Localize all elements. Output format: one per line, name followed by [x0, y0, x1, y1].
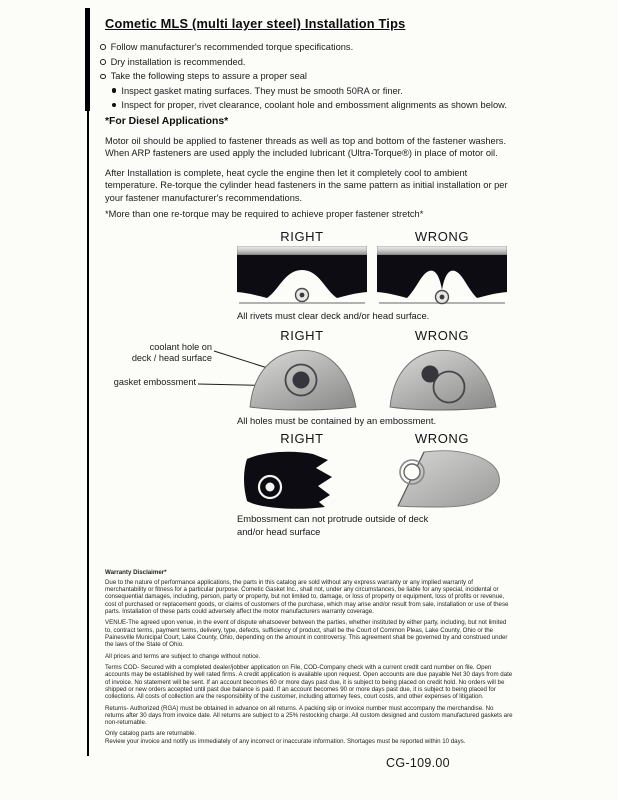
page-title: Cometic MLS (multi layer steel) Installation Tips [105, 16, 406, 31]
diesel-heading: *For Diesel Applications* [105, 116, 229, 127]
coolant-hole [422, 366, 439, 383]
wrong-label: WRONG [414, 431, 470, 446]
legal-paragraph: Due to the nature of performance applications, the parts in this catalog are sold without any express warranty or any implied warranty of merchantability or fitness for a particular purpose. Cometic Gasket Inc., shall not, under any circumstances, be liable for any special, incidental or consequential damages, including, person, party or property, but not limited to, damage, or loss of property or equipment, loss of profits or revenue, cost of purchased or replacement goods, or claims of customers of the purchase, which may arise and/or result from sale, installation or use of these parts. Installation of these parts could adversely affect the motor manufacturers warranty coverage. [105, 579, 509, 615]
list-item [100, 70, 530, 82]
legal-paragraph: Terms COD- Secured with a completed dealer/jobber application on File, COD-Company check with a current credit card number on file. Open accounts may be established by well rated firms. A credit application is available upon request. Open accounts are due payable Net 30 days from date of invoice. No statement will be sent. If an account becomes 60 or more days past due, it is subject to being placed on credit hold. No orders will be shipped or new orders accepted until past due balance is paid. If an account becomes 90 or more days past due, it is subject to being placed for collections. All costs of collection are the responsibility of the customer, including attorney fees, court costs, and other expenses of litigation. [105, 664, 513, 700]
open-bullet-marker [100, 59, 106, 65]
row2-caption: All holes must be contained by an embossment. [237, 415, 437, 426]
legal-paragraph: Returns- Authorized (RGA) must be obtained in advance on all returns. A packing slip or invoice number must accompany the merchandise. No returns after 30 days from invoice date. All returns are subject to a 25% restocking charge. All custom designed and custom manufactured gaskets are non-returnable. [105, 704, 513, 726]
coolant-hole [293, 372, 310, 389]
deck-band [237, 246, 367, 255]
diagram-rivet-wrong [377, 246, 507, 308]
diagram-hole-right [237, 344, 367, 412]
bullet-text: Dry installation is recommended. [110, 56, 246, 67]
legal-heading: Warranty Disclaimer* [105, 569, 167, 576]
diagram-embossment-right [237, 447, 367, 511]
diagram-embossment-wrong [377, 447, 507, 511]
page-code: CG-109.00 [386, 756, 450, 770]
row1-caption: All rivets must clear deck and/or head surface. [237, 310, 430, 321]
warranty-disclaimer-block [105, 569, 513, 745]
filled-bullet-marker [112, 88, 116, 92]
wrong-label: WRONG [414, 328, 470, 343]
list-item [100, 56, 530, 68]
legal-closing [105, 730, 513, 744]
rivet-center [440, 295, 445, 300]
wrong-label: WRONG [414, 229, 470, 244]
bullet-text: Take the following steps to assure a proper seal [110, 71, 307, 82]
legal-paragraph: All prices and terms are subject to change without notice. [105, 652, 261, 660]
list-item [112, 85, 530, 97]
tips-list [100, 41, 530, 114]
diagram-rivet-right [237, 246, 367, 308]
list-item [100, 41, 530, 53]
retorque-note: *More than one re-torque may be required to achieve proper fastener stretch* [105, 209, 424, 219]
legal-line: Review your invoice and notify us immediately of any incorrect or inaccurate information. Shortages must be reported within 10 days. [105, 737, 466, 745]
legal-line: Only catalog parts are returnable. [105, 730, 197, 738]
right-label: RIGHT [280, 431, 324, 446]
open-bullet-marker [100, 74, 106, 80]
bullet-text: Inspect for proper, rivet clearance, coolant hole and embossment alignments as shown below. [121, 100, 507, 111]
row3-caption [237, 513, 537, 538]
bullet-text: Inspect gasket mating surfaces. They must be smooth 50RA or finer. [121, 85, 403, 96]
callout-line: deck / head surface [131, 352, 212, 363]
diagram-hole-wrong [377, 344, 507, 412]
callout-gasket-embossment: gasket embossment [113, 377, 196, 387]
open-bullet-marker [100, 44, 106, 50]
caption-line: Embossment can not protrude outside of deck [237, 513, 429, 524]
right-label: RIGHT [280, 328, 324, 343]
paragraph-heat-cycle: After Installation is complete, heat cycle the engine then let it completely cool to ambient temperature. Re-torque the cylinder head fasteners in the same pattern as initial installation or per your fastener manufacturer's recommendations. [105, 168, 508, 203]
bullet-text: Follow manufacturer's recommended torque specifications. [110, 42, 354, 52]
margin-rule-thick [85, 8, 90, 111]
legal-paragraph: VENUE-The agreed upon venue, in the event of dispute whatsoever between the parties, whether instituted by either party, including, but not limited to, contract terms, payment terms, delivery, type, defects, sufficiency of product, shall be the Court of Common Pleas, Lake County, Ohio or the Painesville Municipal Court, Lake County, Ohio, depending on the amount in controversy. This agreement shall be governed by and construed under the laws of the State of Ohio. [105, 619, 508, 648]
right-label: RIGHT [280, 229, 324, 244]
callout-line: coolant hole on [149, 342, 212, 352]
rivet-center [300, 293, 305, 298]
bolt-hole [404, 464, 420, 480]
paragraph-motor-oil: Motor oil should be applied to fastener threads as well as top and bottom of the fastener washers. When ARP fasteners are used apply the included lubricant (Ultra-Torque®) in place of motor oil. [105, 136, 507, 159]
list-item [112, 99, 530, 111]
deck-band [377, 246, 507, 255]
filled-bullet-marker [112, 103, 116, 107]
margin-rule-thin [87, 111, 89, 756]
bolt-hole [266, 483, 275, 492]
gasket-section [244, 452, 332, 509]
caption-line: and/or head surface [237, 525, 321, 537]
